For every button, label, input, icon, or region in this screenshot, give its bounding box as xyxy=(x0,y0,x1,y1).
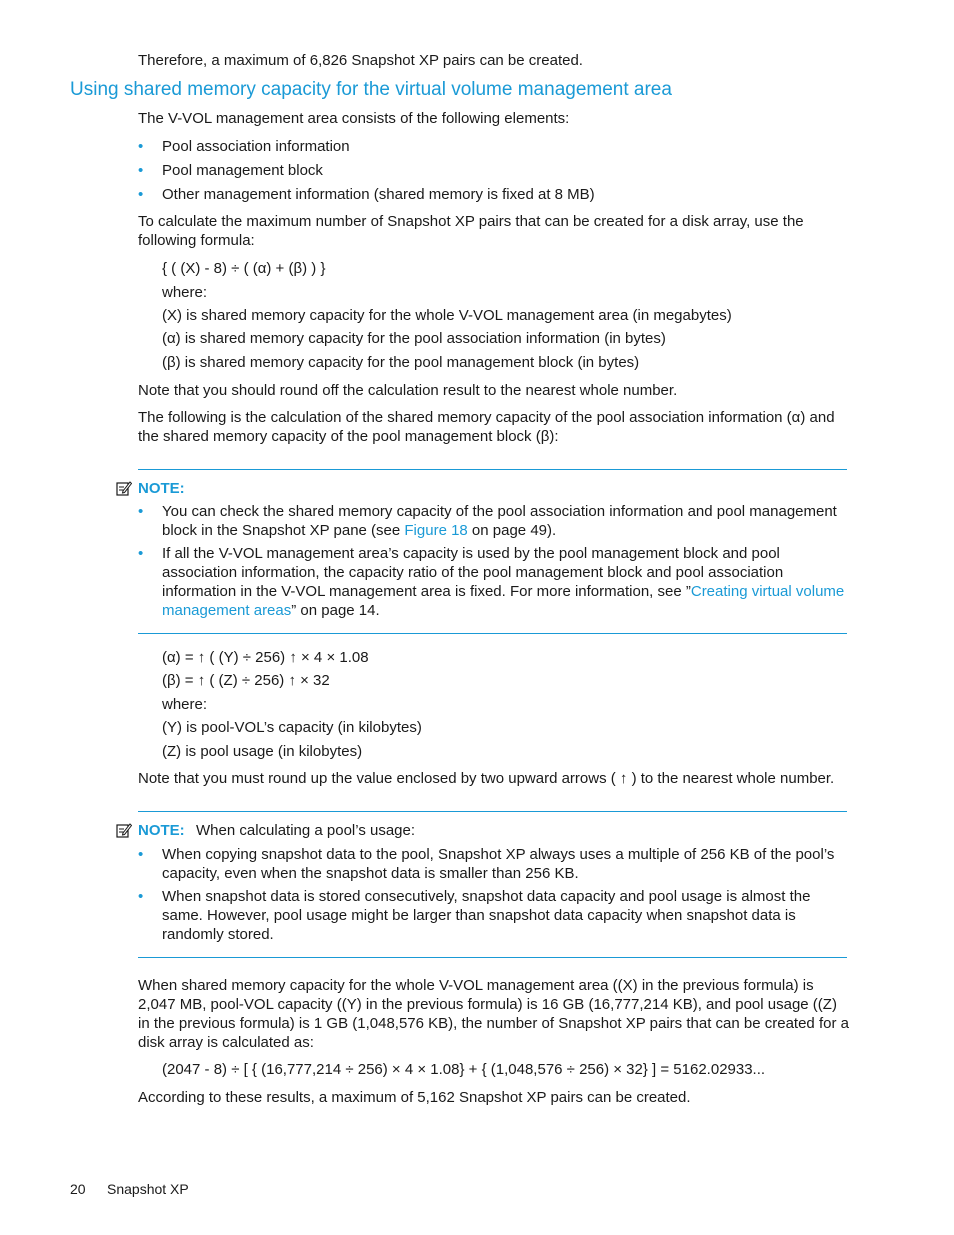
list-item-text: Other management information (shared memory is fixed at 8 MB) xyxy=(162,186,595,203)
formula-def-y: (Y) is pool-VOL’s capacity (in kilobytes) xyxy=(162,719,422,736)
round-off-note: Note that you should round off the calculation result to the nearest whole number. xyxy=(138,382,678,399)
beta-formula: (β) = ↑ ( (Z) ÷ 256) ↑ × 32 xyxy=(162,672,330,689)
bullet-icon: • xyxy=(138,888,144,905)
example-text: When shared memory capacity for the whole V-VOL management area ((X) in the previous formula) is 2,047 MB, pool-VOL capacity ((Y) in the previous formula) is 16 GB (16,777,214 KB), and pool usage ((Z) in the previous formula) is 1 GB (1,048,576 KB), the number of Snapshot XP pairs that can be created for a disk array is calculated as: xyxy=(138,977,849,1051)
list-item-text: If all the V-VOL management area’s capacity is used by the pool management block and pool association information, the capacity ratio of the pool management block and pool association information in the V-VOL management area is fixed. For more information, see ”Creating virtual volume management areas” on page 14. xyxy=(162,545,845,619)
example-formula: (2047 - 8) ÷ [ { (16,777,214 ÷ 256) × 4 × 1.08} + { (1,048,576 ÷ 256) × 32} ] = 5162.02933... xyxy=(162,1061,766,1078)
conclusion: According to these results, a maximum of 5,162 Snapshot XP pairs can be created. xyxy=(138,1089,691,1106)
formula-where: where: xyxy=(162,696,208,713)
note-top-divider xyxy=(138,469,847,470)
note-bottom-divider xyxy=(138,957,847,958)
note-pencil-icon xyxy=(116,480,132,496)
note-top-divider xyxy=(138,811,847,812)
list-item-text: You can check the shared memory capacity of the pool association information and pool management block in the Snapshot XP pane (see Figure 18 on page 49). xyxy=(162,503,837,539)
page-number: 20 xyxy=(70,1181,86,1197)
round-up-note: Note that you must round up the value enclosed by two upward arrows ( ↑ ) to the nearest whole number. xyxy=(138,770,835,787)
footer-title: Snapshot XP xyxy=(107,1181,189,1197)
formula-def-alpha: (α) is shared memory capacity for the pool association information (in bytes) xyxy=(162,330,666,347)
formula-def-z: (Z) is pool usage (in kilobytes) xyxy=(162,743,363,760)
formula-def-beta: (β) is shared memory capacity for the pool management block (in bytes) xyxy=(162,354,640,371)
calc-intro: The following is the calculation of the shared memory capacity of the pool association information (α) and the shared memory capacity of the pool management block (β): xyxy=(138,409,835,445)
list-item-text: Pool management block xyxy=(162,162,323,179)
formula-where: where: xyxy=(162,284,208,301)
intro-line: Therefore, a maximum of 6,826 Snapshot XP pairs can be created. xyxy=(138,52,583,69)
bullet-icon: • xyxy=(138,186,144,203)
list-item-text: When snapshot data is stored consecutively, snapshot data capacity and pool usage is almost the same. However, pool usage might be larger than snapshot data capacity when snapshot data is randomly stored. xyxy=(162,888,811,943)
note-label: NOTE: xyxy=(138,822,185,839)
list-item-text: When copying snapshot data to the pool, Snapshot XP always uses a multiple of 256 KB of the pool’s capacity, even when the snapshot data is smaller than 256 KB. xyxy=(162,846,835,882)
note-pencil-icon xyxy=(116,822,132,838)
alpha-formula: (α) = ↑ ( (Y) ÷ 256) ↑ × 4 × 1.08 xyxy=(162,649,369,666)
bullet-icon: • xyxy=(138,846,144,863)
formula-def-x: (X) is shared memory capacity for the whole V-VOL management area (in megabytes) xyxy=(162,307,732,324)
bullet-icon: • xyxy=(138,162,144,179)
bullet-icon: • xyxy=(138,138,144,155)
creating-vvol-areas-link[interactable]: Creating virtual volume management areas xyxy=(162,583,845,619)
bullet-icon: • xyxy=(138,545,144,562)
note-bottom-divider xyxy=(138,633,847,634)
list-item-text: Pool association information xyxy=(162,138,350,155)
section-heading: Using shared memory capacity for the virtual volume management area xyxy=(70,79,672,100)
elements-intro: The V-VOL management area consists of the following elements: xyxy=(138,110,570,127)
note-lead: When calculating a pool’s usage: xyxy=(196,822,416,839)
bullet-icon: • xyxy=(138,503,144,520)
note-label: NOTE: xyxy=(138,480,185,497)
formula-expression: { ( (X) - 8) ÷ ( (α) + (β) ) } xyxy=(162,260,326,277)
figure-link[interactable]: Figure 18 xyxy=(404,522,468,539)
formula-intro: To calculate the maximum number of Snapshot XP pairs that can be created for a disk array, use the following formula: xyxy=(138,213,804,249)
